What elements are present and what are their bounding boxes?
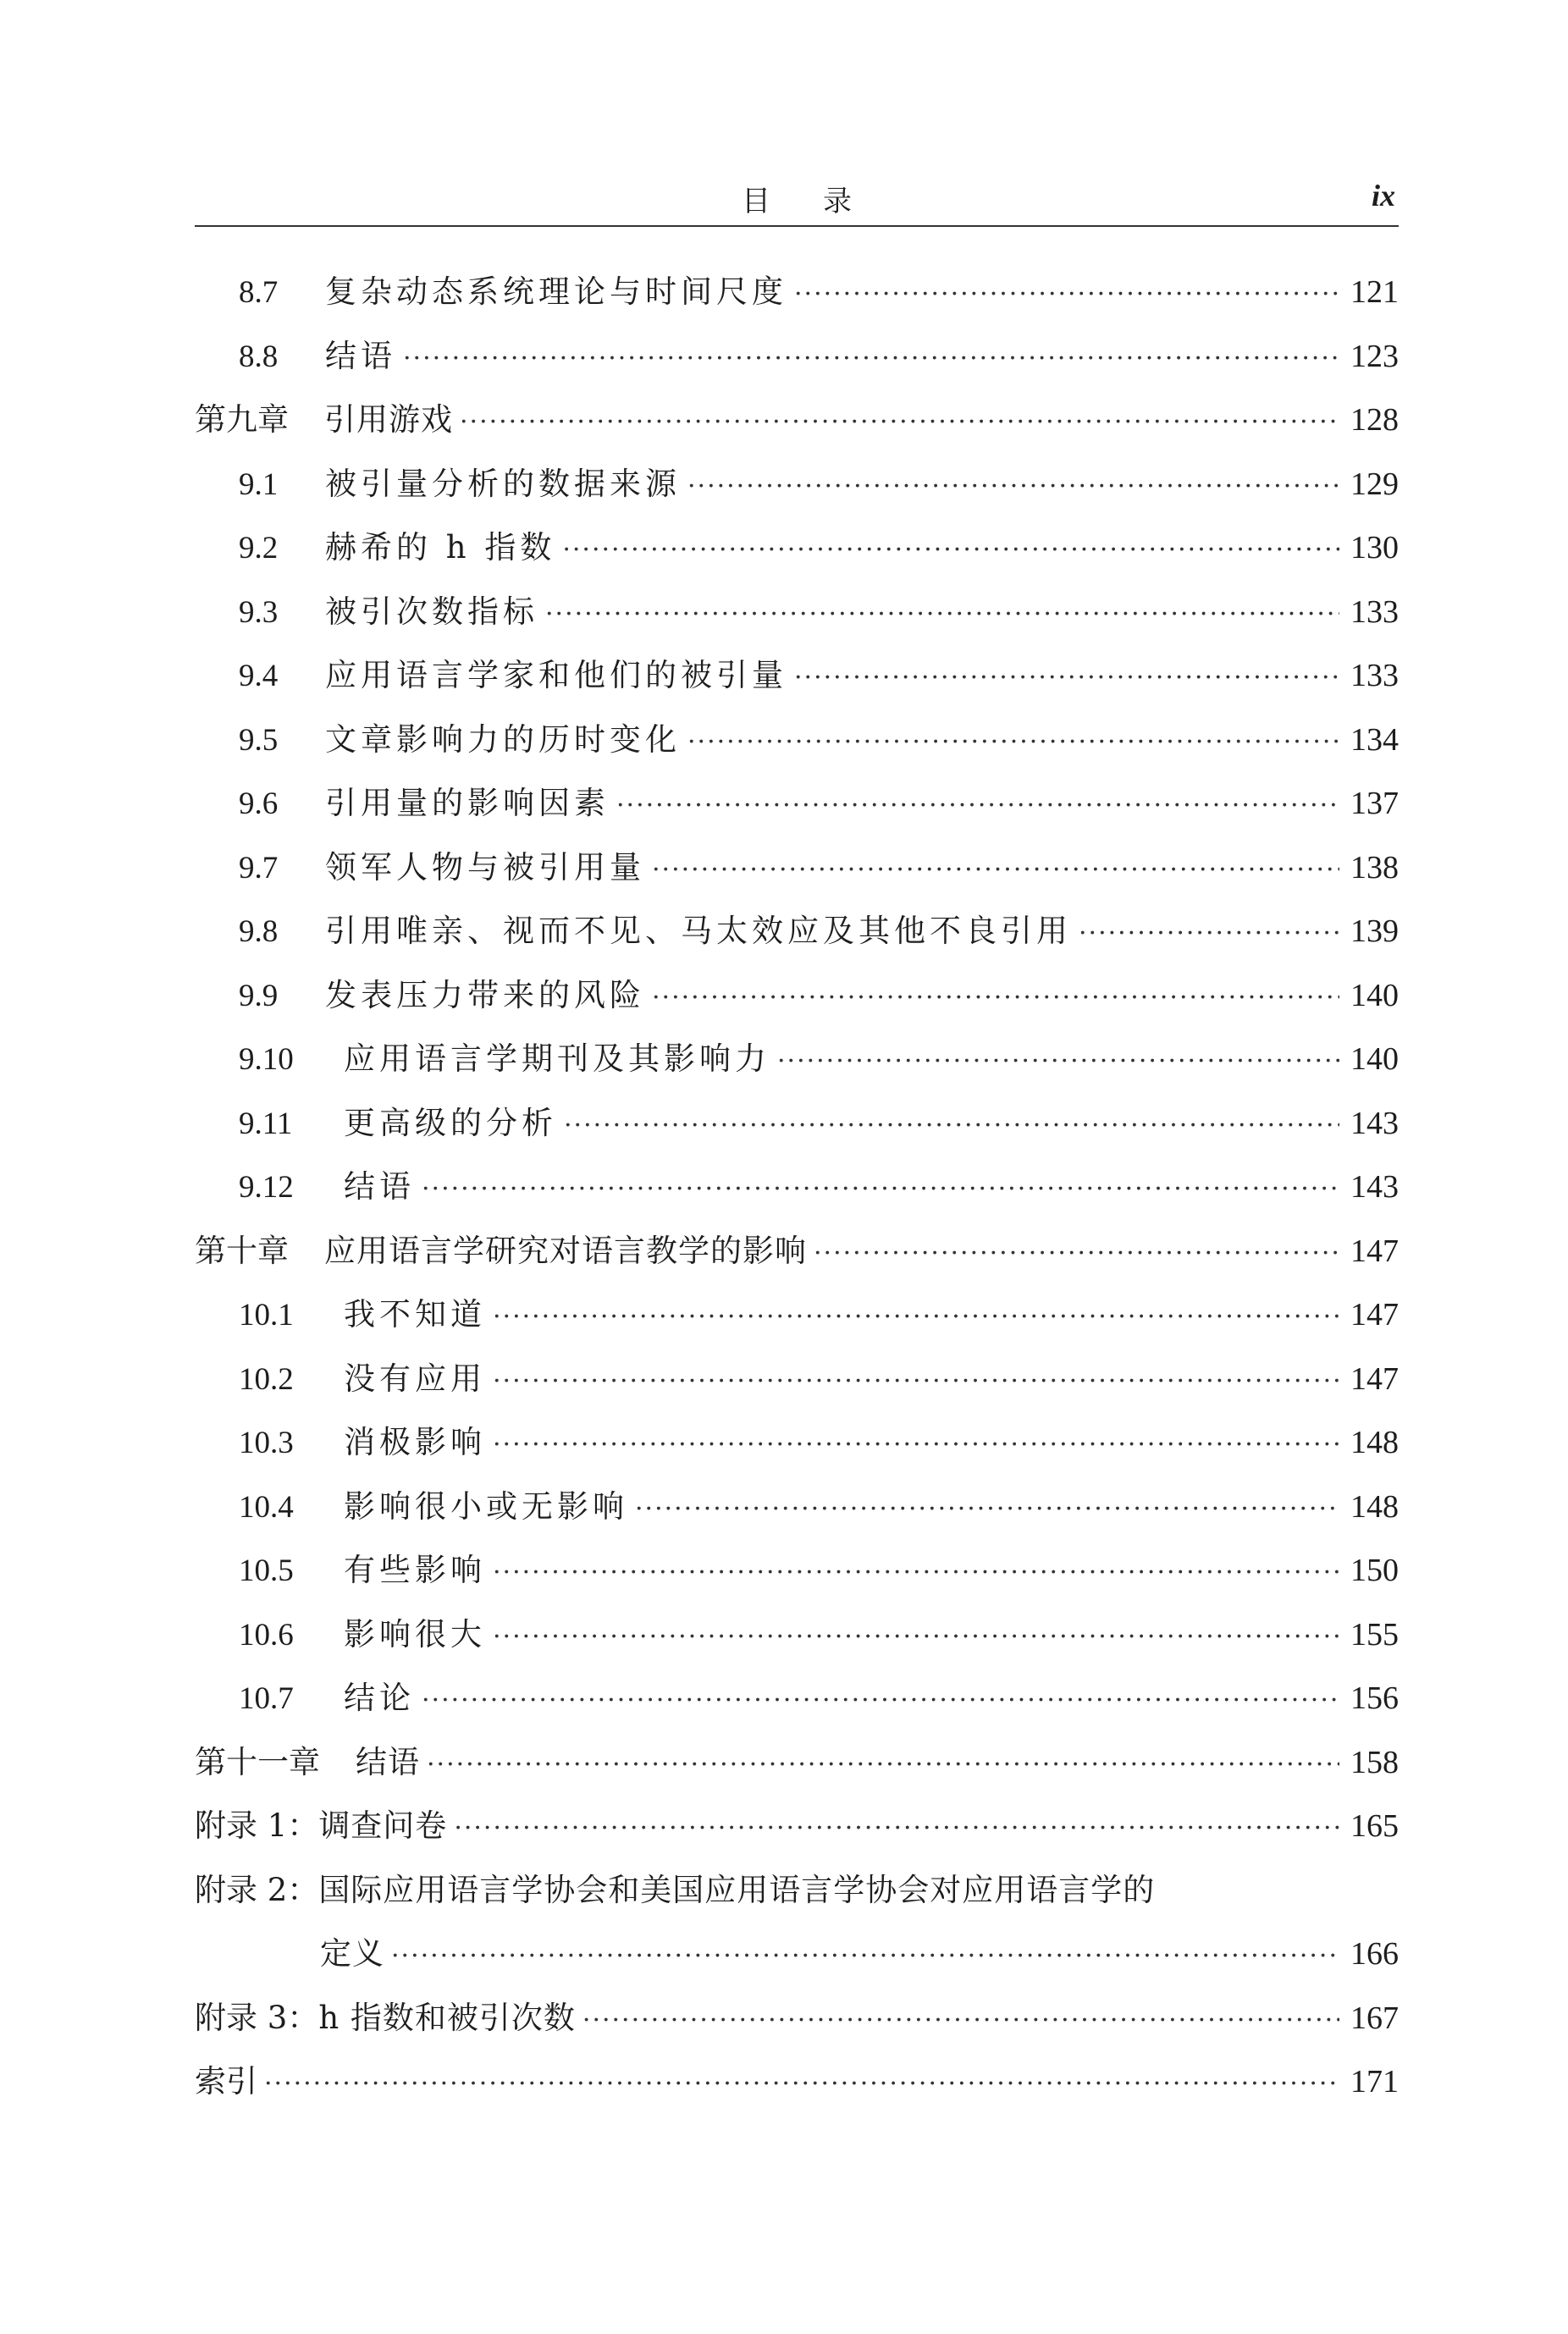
entry-title: 被引次数指标 [325,593,538,630]
toc-appendix-entry[interactable] [195,1864,1399,1928]
appendix-label: 附录 2： [195,1871,319,1908]
dot-leader [493,1302,1339,1332]
entry-title: 有些影响 [344,1552,486,1588]
page-number: 167 [1350,2000,1399,2036]
section-number: 10.4 [239,1489,294,1525]
dot-leader [493,1558,1339,1587]
section-number: 9.4 [239,659,279,693]
dot-leader [794,279,1339,309]
toc-entry[interactable] [195,521,1399,586]
toc-entry[interactable] [195,586,1399,650]
dot-leader [687,472,1339,501]
entry-title-continuation: 定义 [320,1935,384,1972]
entry-title: 引用量的影响因素 [325,785,610,821]
entry-title: 应用语言学研究对语言教学的影响 [324,1232,807,1269]
section-number: 9.1 [239,466,279,502]
dot-leader [422,1686,1339,1715]
dot-leader [652,855,1339,885]
entry-title: 应用语言学期刊及其影响力 [344,1040,770,1077]
section-number: 9.5 [239,722,279,758]
toc-entry[interactable] [195,1544,1399,1608]
page-number: 143 [1350,1169,1399,1205]
entry-title: 影响很大 [344,1615,486,1653]
entry-title: 被引量分析的数据来源 [325,465,681,502]
dot-leader [493,1622,1339,1652]
header-title: 目录 [742,185,904,218]
page-number: 165 [1350,1808,1399,1844]
dot-leader [652,983,1339,1013]
running-header [195,178,1399,229]
dot-leader [582,2006,1339,2035]
entry-title: 复杂动态系统理论与时间尺度 [325,273,787,310]
entry-title: 没有应用 [344,1360,486,1397]
section-number: 9.7 [239,850,279,886]
toc-entry[interactable] [195,1672,1399,1736]
entry-title: 应用语言学家和他们的被引量 [325,657,787,693]
appendix-label: 附录 1： [195,1807,319,1844]
toc-entry[interactable] [195,1481,1399,1545]
section-number: 10.3 [239,1426,294,1460]
page-number: 123 [1350,338,1399,374]
dot-leader [616,791,1339,820]
page-number: 155 [1350,1616,1399,1653]
dot-leader [493,1430,1339,1459]
section-number: 9.12 [239,1170,294,1205]
toc-chapter-entry[interactable] [195,394,1399,458]
toc-entry[interactable] [195,905,1399,969]
page-number: 130 [1350,530,1399,566]
entry-title: 发表压力带来的风险 [325,976,645,1013]
dot-leader [403,344,1339,373]
toc-entry[interactable] [195,1608,1399,1673]
toc-entry[interactable] [195,1033,1399,1097]
entry-title: 结论 [344,1680,415,1716]
toc-chapter-entry[interactable] [195,1225,1399,1289]
toc-entry[interactable] [195,1097,1399,1161]
chapter-number: 第九章 [195,401,289,438]
dot-leader [564,1111,1339,1140]
toc-entry[interactable] [195,649,1399,714]
dot-leader [264,2069,1339,2099]
section-number: 10.2 [239,1361,294,1397]
dot-leader [427,1750,1339,1779]
toc-entry[interactable] [195,330,1399,395]
toc-chapter-entry[interactable] [195,1736,1399,1801]
dot-leader [422,1174,1339,1204]
page-number: 129 [1350,466,1399,502]
toc-entry[interactable] [195,1161,1399,1225]
entry-title: 更高级的分析 [344,1104,557,1141]
page-number: 133 [1350,658,1399,693]
entry-title: 赫希的 h 指数 [325,529,556,566]
toc-entry[interactable] [195,1416,1399,1481]
page-number: 138 [1350,849,1399,886]
page-number: 134 [1350,721,1399,758]
page-number: 150 [1350,1553,1399,1588]
toc-entry[interactable] [195,841,1399,906]
header-page-number: ix [1371,179,1395,212]
toc-entry[interactable] [195,458,1399,522]
appendix-label: 附录 3： [195,1999,319,2036]
page-number: 133 [1350,593,1399,630]
page-number: 137 [1350,786,1399,821]
page-number: 156 [1350,1680,1399,1716]
entry-title: 结语 [325,337,396,374]
page-number: 158 [1350,1744,1399,1780]
entry-title: h 指数和被引次数 [318,1999,576,2036]
page-number: 140 [1350,1041,1399,1077]
page-number: 121 [1350,274,1399,310]
chapter-number: 第十一章 [195,1743,320,1780]
section-number: 9.11 [239,1106,293,1141]
page-number: 148 [1350,1425,1399,1460]
entry-title: 消极影响 [344,1424,486,1460]
page-number: 139 [1350,913,1399,949]
page-number: 143 [1350,1105,1399,1141]
toc-appendix-entry[interactable] [195,1992,1399,2056]
toc-entry[interactable] [195,714,1399,778]
dot-leader [493,1366,1339,1396]
section-number: 10.7 [239,1681,294,1716]
entry-title: 我不知道 [344,1296,486,1333]
toc-index-entry[interactable] [195,2055,1399,2120]
entry-title: 结语 [344,1168,415,1205]
page-number: 148 [1350,1488,1399,1525]
toc-entry[interactable] [195,1353,1399,1417]
page-number: 147 [1350,1297,1399,1333]
page-number: 147 [1350,1233,1399,1269]
section-number: 10.1 [239,1298,294,1333]
toc-appendix-entry-continuation[interactable] [195,1928,1399,1992]
entry-title: 引用游戏 [324,401,453,438]
dot-leader [460,407,1339,437]
dot-leader [545,599,1339,629]
section-number: 10.6 [239,1617,294,1653]
entry-title: 影响很小或无影响 [344,1487,628,1525]
table-of-contents [195,266,1399,2120]
section-number: 9.6 [239,786,279,821]
entry-title: 调查问卷 [318,1807,448,1844]
dot-leader [635,1494,1339,1524]
section-number: 9.2 [239,531,279,566]
entry-title: 领军人物与被引用量 [325,848,645,886]
dot-leader [794,663,1339,692]
dot-leader [687,727,1339,757]
page-number: 128 [1350,402,1399,438]
dot-leader [1079,919,1339,948]
section-number: 9.3 [239,594,279,630]
toc-entry[interactable] [195,1288,1399,1353]
entry-title: 文章影响力的历时变化 [325,720,681,758]
chapter-number: 第十章 [195,1232,289,1269]
dot-leader [391,1941,1339,1971]
section-number: 10.5 [239,1553,294,1588]
page-number: 147 [1350,1360,1399,1397]
toc-appendix-entry[interactable] [195,1800,1399,1864]
toc-entry[interactable] [195,777,1399,841]
section-number: 9.9 [239,978,279,1013]
entry-title: 引用唯亲、视而不见、马太效应及其他不良引用 [325,913,1072,949]
entry-title: 国际应用语言学协会和美国应用语言学协会对应用语言学的 [318,1871,1156,1908]
dot-leader [562,535,1339,565]
section-number: 9.10 [239,1042,294,1077]
entry-title: 结语 [356,1743,420,1780]
dot-leader [777,1046,1339,1076]
section-number: 9.8 [239,914,279,949]
header-rule [195,225,1399,227]
section-number: 8.7 [239,275,279,310]
index-label: 索引 [195,2063,257,2099]
dot-leader [814,1239,1339,1268]
page-number: 140 [1350,977,1399,1013]
section-number: 8.8 [239,339,279,374]
page-number: 166 [1350,1936,1399,1972]
dot-leader [454,1813,1339,1843]
page-number: 171 [1350,2064,1399,2099]
toc-entry[interactable] [195,266,1399,330]
toc-entry[interactable] [195,969,1399,1034]
